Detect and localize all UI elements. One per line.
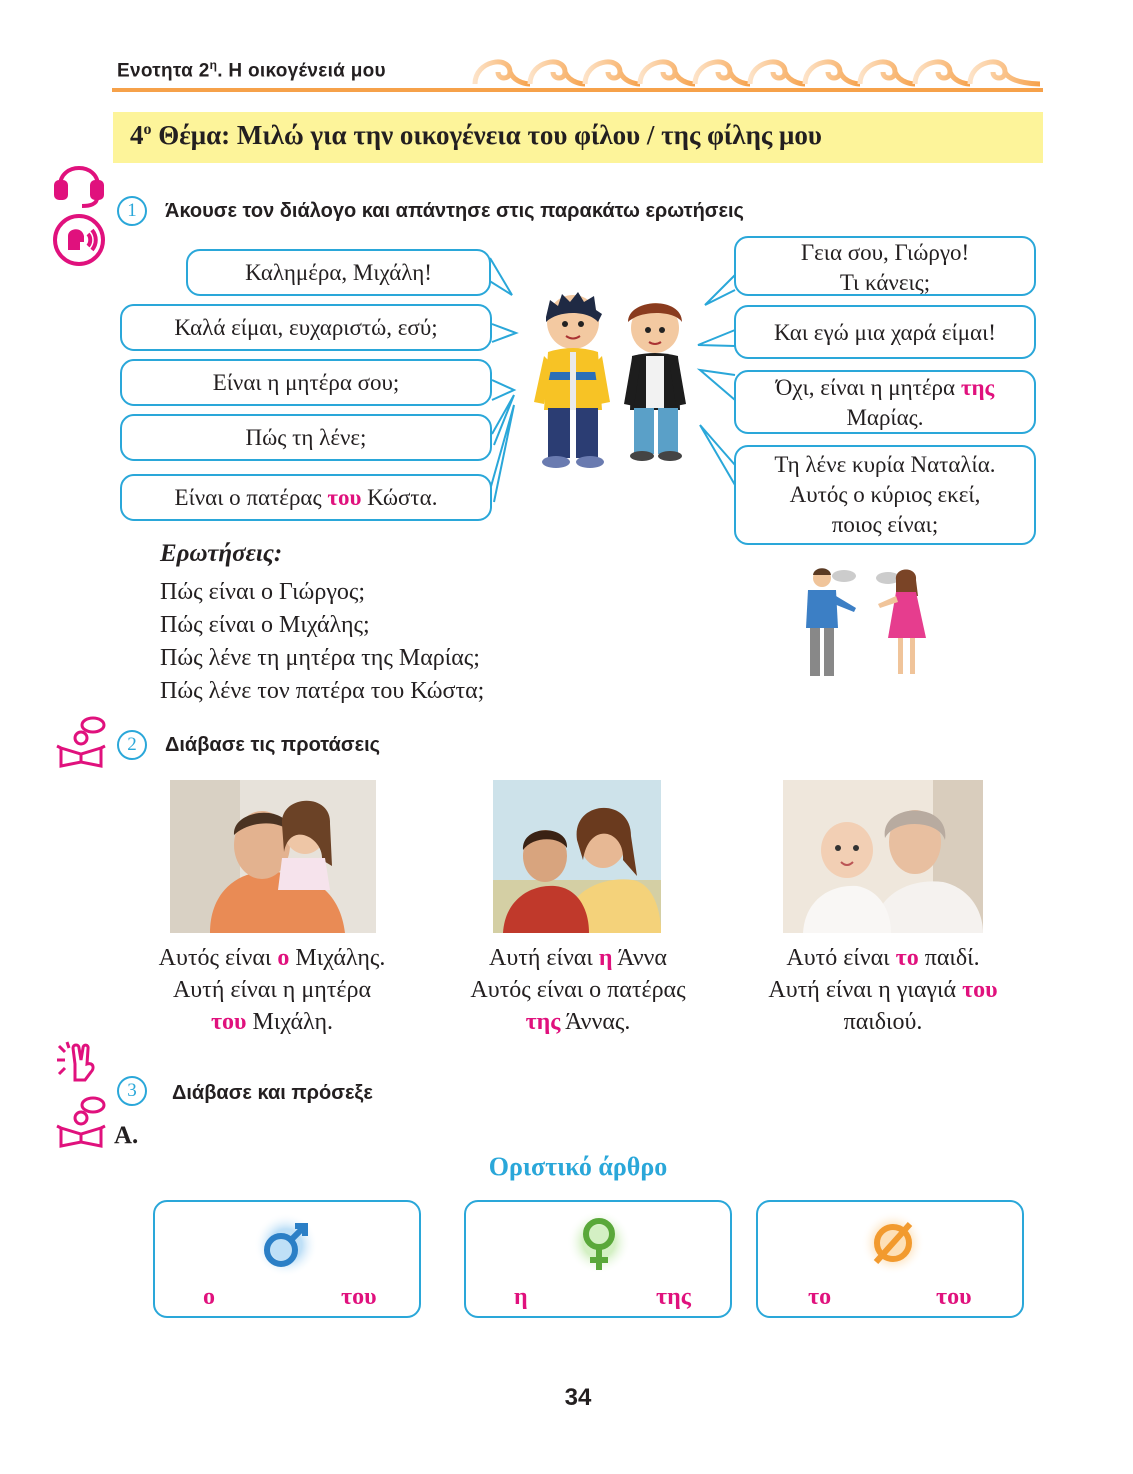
article-nominative: η bbox=[514, 1284, 528, 1310]
page-number: 34 bbox=[564, 1384, 592, 1411]
reading-icon bbox=[55, 716, 107, 768]
photo-caption: Αυτός είναι ο Μιχάλης. Αυτή είναι η μητέρα του Μιχάλη. bbox=[158, 945, 386, 1035]
speech-bubble: Καλημέρα, Μιχάλη! bbox=[186, 249, 491, 296]
article-box-masculine bbox=[153, 1200, 421, 1318]
speech-bubble: Καλά είμαι, ευχαριστώ, εσύ; bbox=[120, 304, 492, 351]
father-daughter-photo bbox=[170, 780, 376, 933]
questions-heading: Ερωτήσεις: bbox=[160, 540, 283, 567]
question-item: Πώς λένε τη μητέρα της Μαρίας; bbox=[160, 645, 480, 671]
photo-caption: Αυτό είναι το παιδί. Αυτή είναι η γιαγιά του παιδιού. bbox=[768, 945, 998, 1035]
article-genitive: της bbox=[656, 1284, 691, 1310]
question-item: Πώς είναι ο Γιώργος; bbox=[160, 579, 366, 605]
greek-key-decoration bbox=[470, 50, 1045, 88]
exercise-instruction: Άκουσε τον διάλογο και απάντησε στις παρακάτω ερωτήσεις bbox=[165, 200, 744, 222]
question-item: Πώς είναι ο Μιχάλης; bbox=[160, 612, 370, 638]
article-nominative: το bbox=[808, 1284, 832, 1310]
unit-title: Ενοτητα $2^\eta$. Η οικογένειά μου bbox=[117, 58, 386, 82]
speech-bubble: Τη λένε κυρία Ναταλία. Αυτός ο κύριος εκεί, ποιος είναι; bbox=[734, 445, 1036, 545]
exercise-number: 2 bbox=[117, 730, 147, 760]
grandmother-baby-photo bbox=[783, 780, 983, 933]
attention-hand-icon bbox=[55, 1040, 99, 1084]
speech-bubble: Γεια σου, Γιώργο! Τι κάνεις; bbox=[734, 236, 1036, 296]
exercise-instruction: Διάβασε τις προτάσεις bbox=[165, 734, 381, 756]
speech-bubble: Όχι, είναι η μητέρα της Μαρίας. bbox=[734, 370, 1036, 434]
neuter-symbol-icon bbox=[860, 1210, 926, 1276]
female-symbol-icon bbox=[566, 1210, 632, 1280]
male-symbol-icon bbox=[253, 1212, 319, 1278]
man-woman-talking-illustration bbox=[800, 566, 945, 682]
listen-speak-icon bbox=[52, 156, 106, 268]
speech-bubble: Πώς τη λένε; bbox=[120, 414, 492, 461]
speech-bubble: Είναι ο πατέρας του Κώστα. bbox=[120, 474, 492, 521]
reading-icon bbox=[55, 1096, 107, 1148]
article-genitive: του bbox=[341, 1284, 377, 1310]
section-heading: Οριστικό άρθρο bbox=[488, 1152, 668, 1181]
two-boys-illustration bbox=[528, 292, 698, 470]
part-label: Α. bbox=[114, 1122, 139, 1149]
exercise-instruction: Διάβασε και πρόσεξε bbox=[172, 1082, 373, 1104]
theme-title: $4^o$ Θέμα: Μιλώ για την οικογένεια του φίλου / της φίλης μου bbox=[130, 120, 822, 150]
header-rule bbox=[112, 88, 1043, 92]
article-box-feminine bbox=[464, 1200, 732, 1318]
article-nominative: ο bbox=[203, 1284, 215, 1310]
mother-son-photo bbox=[493, 780, 661, 933]
speech-bubble: Είναι η μητέρα σου; bbox=[120, 359, 492, 406]
article-genitive: του bbox=[936, 1284, 972, 1310]
article-box-neuter bbox=[756, 1200, 1024, 1318]
photo-caption: Αυτή είναι η Άννα Αυτός είναι ο πατέρας της Άννας. bbox=[470, 945, 686, 1035]
question-item: Πώς λένε τον πατέρα του Κώστα; bbox=[160, 678, 485, 704]
exercise-number: 3 bbox=[117, 1076, 147, 1106]
speech-bubble: Και εγώ μια χαρά είμαι! bbox=[734, 305, 1036, 359]
exercise-number: 1 bbox=[117, 196, 147, 226]
